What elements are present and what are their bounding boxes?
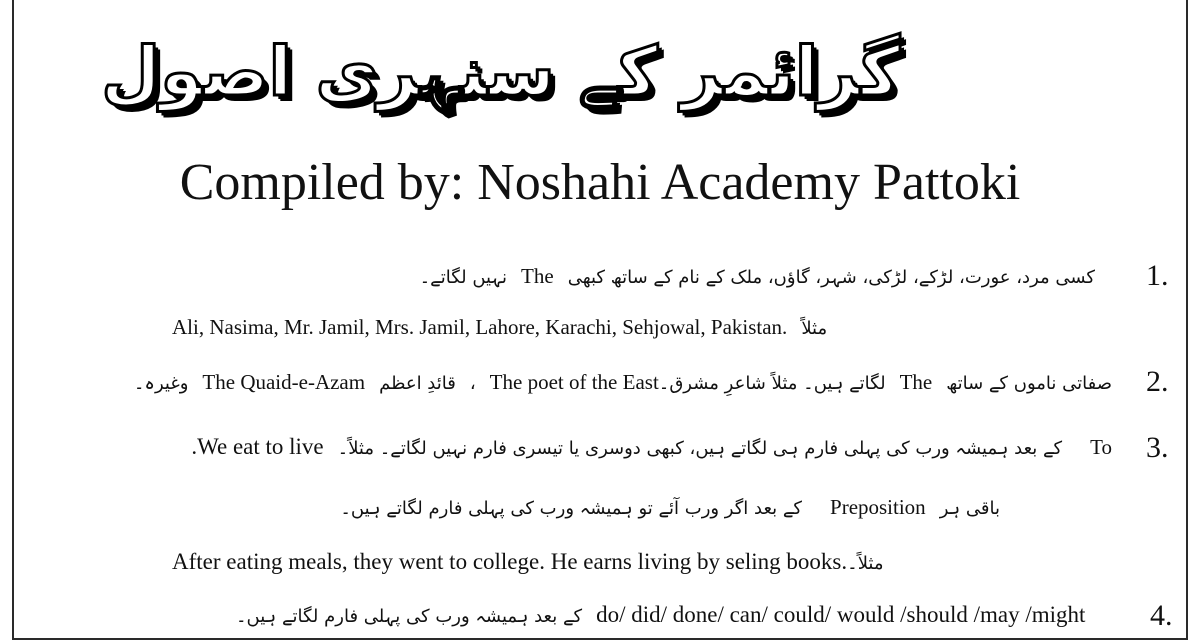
rule-1-example: Ali, Nasima, Mr. Jamil, Mrs. Jamil, Lahore, Karachi, Sehjowal, Pakistan. [172,315,788,339]
rule-1-the: The [521,264,554,288]
rule-2-urdu-a: صفاتی ناموں کے ساتھ [946,373,1112,394]
rule-4-line [236,600,1085,632]
rule-4-urdu-a: کے بعد ہمیشہ ورب کی پہلی فارم لگاتے ہیں۔ [236,606,583,627]
rule-2-line [134,367,1112,399]
rule-1-line [420,261,1095,293]
rule-3-line-3 [172,547,884,579]
rule-2-eng-a: The poet of the East [489,370,659,394]
rule-3-to: To [1090,435,1112,459]
rule-1-example-label: مثلاً [801,318,828,339]
rule-3-example-a: We eat to live. [191,434,324,459]
rule-3-line-1 [191,432,1112,464]
rule-3-number: 3. [1146,431,1169,464]
rule-3-urdu-b1: باقی ہر [939,498,1000,519]
rule-3-example-label: مثلاً۔ [847,553,884,574]
urdu-title: گرائمر کے سنہری اصول [101,33,900,112]
rule-4-modals: do/ did/ done/ can/ could/ would /should /may /might [596,602,1086,627]
rule-1-number: 1. [1146,259,1169,292]
rule-3-line-2 [340,492,1000,524]
rule-3-preposition: Preposition [830,495,926,519]
rule-1-example-line [172,312,827,344]
rule-4-number: .4 [1150,599,1173,632]
rule-2-separator: ، [469,373,476,394]
rule-2-the: The [899,370,933,394]
rule-3-urdu-a: کے بعد ہمیشہ ورب کی پہلی فارم ہی لگاتے ہیں، کبھی دوسری یا تیسری فارم نہیں لگاتے۔ مثلاً۔ [337,438,1063,459]
rule-2-urdu-c: قائدِ اعظم [379,373,456,394]
rule-1-urdu-a: کسی مرد، عورت، لڑکے، لڑکی، شہر، گاؤں، ملک کے نام کے ساتھ کبھی [567,267,1095,288]
rule-3-example-b: After eating meals, they went to college. He earns living by seling books. [172,549,848,574]
compiled-by-heading: Compiled by: Noshahi Academy Pattoki [179,154,1021,211]
rule-2-number: 2. [1146,365,1169,398]
rule-2-urdu-b: لگاتے ہیں۔ مثلاً شاعرِ مشرق۔ [658,373,886,394]
rule-3-urdu-b2: کے بعد اگر ورب آئے تو ہمیشہ ورب کی پہلی فارم لگاتے ہیں۔ [340,498,803,519]
rule-2-urdu-d: وغیرہ۔ [133,373,189,394]
rule-2-eng-b: The Quaid-e-Azam [202,370,366,394]
rule-1-urdu-b: نہیں لگاتے۔ [419,267,508,288]
